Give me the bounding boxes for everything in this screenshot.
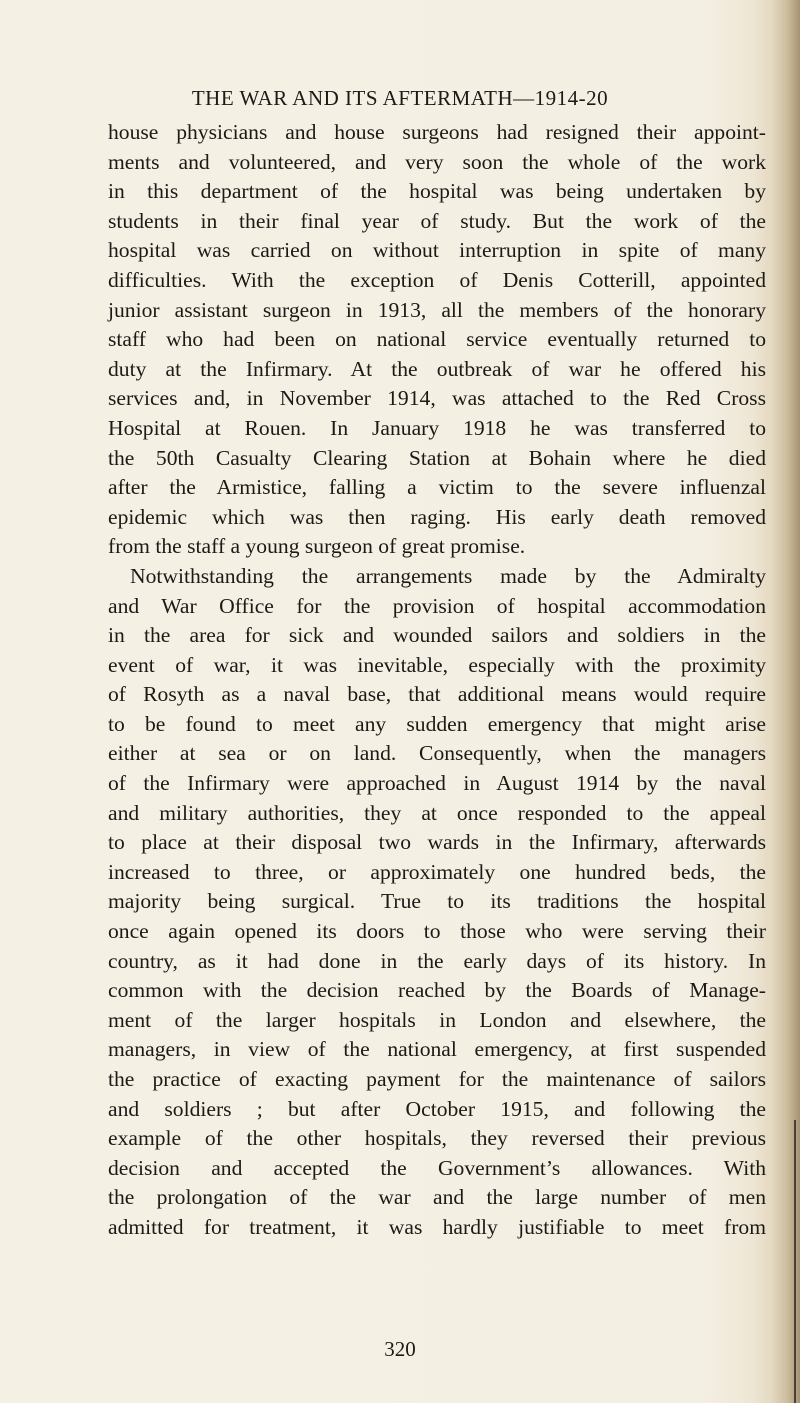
text-line: and military authorities, they at once responded to the appeal [108, 800, 766, 825]
text-line: example of the other hospitals, they reversed their previous [108, 1126, 766, 1151]
text-line: ments and volunteered, and very soon the whole of the work [108, 149, 766, 174]
running-head: THE WAR AND ITS AFTERMATH—1914-20 [191, 86, 609, 110]
text-line: increased to three, or approximately one hundred beds, the [108, 859, 766, 884]
text-line: common with the decision reached by the Boards of Manage- [108, 978, 766, 1003]
text-line: event of war, it was inevitable, especially with the proximity [108, 652, 766, 677]
text-line: admitted for treatment, it was hardly justifiable to meet from [108, 1214, 766, 1239]
text-line: the prolongation of the war and the large number of men [108, 1185, 766, 1210]
text-line: the practice of exacting payment for the maintenance of sailors [108, 1067, 766, 1091]
text-line: in the area for sick and wounded sailors and soldiers in the [108, 623, 766, 648]
text-line: majority being surgical. True to its traditions the hospital [108, 889, 766, 914]
text-line: decision and accepted the Government’s allowances. With [108, 1155, 766, 1180]
text-line: difficulties. With the exception of Denis Cotterill, appointed [108, 267, 766, 292]
text-line: to be found to meet any sudden emergency that might arise [108, 711, 766, 736]
text-line: services and, in November 1914, was attached to the Red Cross [108, 386, 766, 411]
text-line: Hospital at Rouen. In January 1918 he was transferred to [108, 415, 766, 440]
text-line: hospital was carried on without interruption in spite of many [108, 238, 766, 263]
text-line: managers, in view of the national emergency, at first suspended [108, 1037, 766, 1062]
text-line: country, as it had done in the early days of its history. In [108, 948, 766, 973]
body-text [108, 118, 766, 1243]
text-line: epidemic which was then raging. His early death removed [108, 504, 766, 529]
page-number: 320 [384, 1337, 416, 1361]
text-line: duty at the Infirmary. At the outbreak of war he offered his [108, 356, 766, 381]
paragraph-end-line: from the staff a young surgeon of great promise. [108, 534, 526, 559]
text-line: and soldiers ; but after October 1915, and following the [108, 1096, 766, 1121]
text-line: staff who had been on national service eventually returned to [108, 327, 766, 352]
text-line: of Rosyth as a naval base, that additional means would require [108, 682, 766, 707]
text-line: ment of the larger hospitals in London and elsewhere, the [108, 1007, 766, 1032]
paragraph-start-line: Notwithstanding the arrangements made by the Admiralty [130, 563, 766, 588]
text-line: of the Infirmary were approached in August 1914 by the naval [108, 771, 766, 796]
text-line: and War Office for the provision of hospital accommodation [108, 593, 766, 618]
text-line: once again opened its doors to those who were serving their [108, 919, 766, 944]
text-line: house physicians and house surgeons had resigned their appoint- [108, 120, 766, 144]
text-line: either at sea or on land. Consequently, when the managers [108, 741, 766, 766]
text-line: in this department of the hospital was being undertaken by [108, 179, 766, 204]
text-line: junior assistant surgeon in 1913, all the members of the honorary [108, 297, 766, 322]
text-line: after the Armistice, falling a victim to the severe influenzal [108, 475, 766, 500]
text-line: to place at their disposal two wards in the Infirmary, afterwards [108, 830, 766, 855]
text-line: the 50th Casualty Clearing Station at Bohain where he died [108, 445, 766, 470]
text-line: students in their final year of study. But the work of the [108, 208, 766, 233]
